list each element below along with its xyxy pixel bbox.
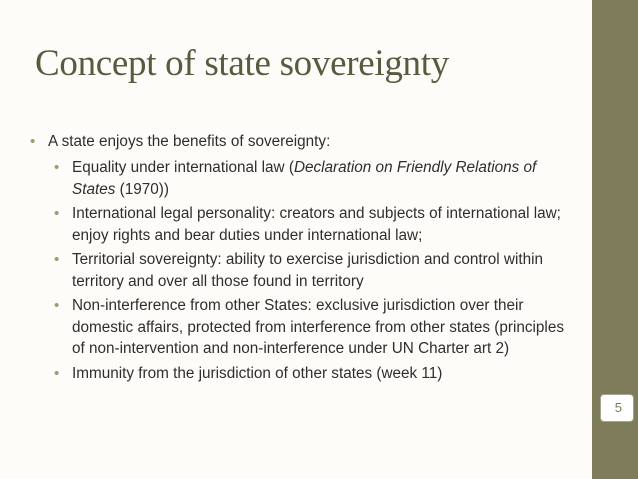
slide-title: Concept of state sovereignty	[35, 43, 449, 84]
bullet-marker: •	[30, 133, 36, 150]
sub-bullet-text-italic: Declaration on Friendly Relations of States	[72, 159, 537, 198]
sub-bullet-marker: •	[54, 297, 60, 314]
page-number: 5	[614, 400, 622, 415]
sub-bullet-marker: •	[54, 159, 60, 176]
sub-bullet-text: Non-interference from other States: exclusive jurisdiction over their domestic affairs, protected from interference from other states (principles of non-intervention and non-interference under UN Charter art 2)	[72, 297, 564, 357]
slide-content	[30, 132, 578, 387]
sub-bullet-text: Immunity from the jurisdiction of other states (week 11)	[72, 364, 443, 382]
sub-bullet-marker: •	[54, 251, 60, 268]
bullet-text: A state enjoys the benefits of sovereignty:	[48, 133, 331, 150]
sub-bullet-marker: •	[54, 205, 60, 222]
bullet-list	[30, 132, 578, 384]
sub-bullet-item-immunity	[50, 363, 578, 385]
sub-bullet-item-personality	[50, 203, 578, 246]
sub-bullet-text-pre: Equality under international law (	[72, 159, 294, 176]
sub-bullet-text: Territorial sovereignty: ability to exercise jurisdiction and control within territory and over all those found in territory	[72, 251, 544, 290]
sub-bullet-list	[48, 157, 578, 384]
sub-bullet-text-post: (1970))	[115, 180, 169, 198]
sub-bullet-item-non-interference	[50, 295, 578, 360]
sub-bullet-item-equality	[50, 157, 578, 200]
sub-bullet-marker: •	[54, 364, 60, 382]
bullet-item	[30, 132, 578, 384]
sub-bullet-item-territorial	[50, 249, 578, 292]
sub-bullet-text: International legal personality: creators and subjects of international law; enjoy rights and bear duties under international law;	[72, 205, 561, 244]
